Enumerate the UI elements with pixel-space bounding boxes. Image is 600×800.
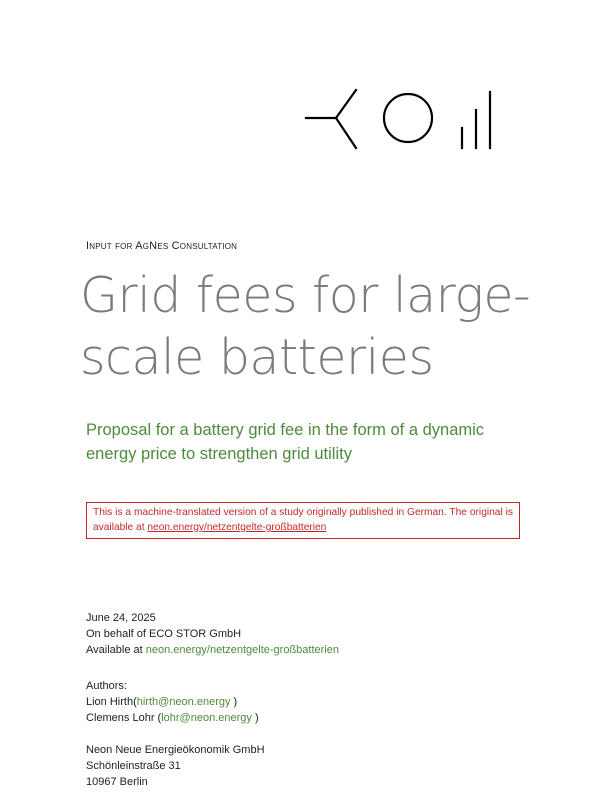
notice-original-link[interactable]: neon.energy/netzentgelte-großbatterien bbox=[147, 522, 327, 533]
author-paren-close: ) bbox=[230, 696, 238, 708]
title-line-2: scale batteries bbox=[80, 329, 434, 386]
notice-text: This is a machine-translated version of a study originally published in German. The original is available at bbox=[93, 507, 513, 533]
author-paren-open: ( bbox=[154, 712, 162, 724]
publication-details bbox=[86, 610, 339, 658]
author-paren-close: ) bbox=[251, 712, 259, 724]
subtitle-line-2: energy price to strengthen grid utility bbox=[86, 445, 352, 463]
logo-bars-glyph bbox=[462, 92, 490, 148]
page-title bbox=[80, 265, 560, 389]
authors-label: Authors: bbox=[86, 680, 127, 692]
publication-date: June 24, 2025 bbox=[86, 612, 156, 624]
street-address: Schönleinstraße 31 bbox=[86, 760, 181, 772]
title-line-1: Grid fees for large- bbox=[80, 267, 531, 324]
address-block bbox=[86, 742, 265, 790]
subtitle-line-1: Proposal for a battery grid fee in the form of a dynamic bbox=[86, 421, 485, 439]
city-address: 10967 Berlin bbox=[86, 776, 148, 788]
author-email-link[interactable]: lohr@neon.energy bbox=[161, 712, 252, 724]
available-link[interactable]: neon.energy/netzentgelte-großbatterien bbox=[145, 644, 339, 656]
author-name: Lion Hirth bbox=[86, 696, 134, 708]
author-name: Clemens Lohr bbox=[86, 712, 155, 724]
author-paren-open: ( bbox=[133, 696, 137, 708]
company-name: Neon Neue Energieökonomik GmbH bbox=[86, 744, 265, 756]
available-label: Available at bbox=[86, 644, 146, 656]
logo-o-glyph bbox=[384, 94, 432, 142]
translation-notice bbox=[86, 502, 520, 539]
on-behalf-line: On behalf of ECO STOR GmbH bbox=[86, 628, 242, 640]
author-email-link[interactable]: hirth@neon.energy bbox=[136, 696, 231, 708]
logo-y-glyph bbox=[306, 90, 356, 148]
author-line bbox=[86, 710, 259, 726]
document-kicker: Input for AgNes Consultation bbox=[86, 240, 238, 252]
neon-logo-icon bbox=[304, 88, 496, 150]
available-line bbox=[86, 642, 339, 658]
page-subtitle bbox=[86, 418, 526, 466]
author-line bbox=[86, 694, 259, 710]
authors-block bbox=[86, 678, 259, 726]
